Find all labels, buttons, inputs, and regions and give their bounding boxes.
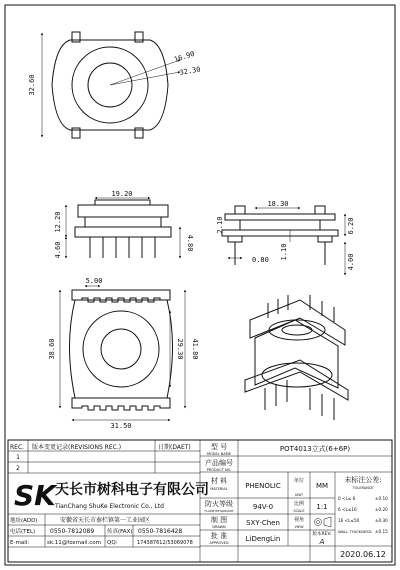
side-body xyxy=(240,220,320,230)
part-value: POT4013立式(6+6P) xyxy=(279,445,351,453)
drawn-value: SXY·Chen xyxy=(246,519,280,527)
side-flange xyxy=(222,230,338,236)
front-flange xyxy=(75,227,171,237)
dim-middle-width: 19.20 xyxy=(111,190,133,198)
dim-side-right-height: 6.20 xyxy=(347,217,355,235)
iso-bottom-flange xyxy=(245,360,348,400)
rev-row-number: 1 xyxy=(16,454,20,461)
tolerance-label-cn: 未标注公差: xyxy=(344,476,382,484)
dim-inner-diameter: 16.90 xyxy=(173,49,196,64)
tol-value: ±0.30 xyxy=(375,518,388,523)
dim-side-diameter: 18.30 xyxy=(267,200,289,208)
approved-label-cn: 批 准 xyxy=(210,532,228,540)
drawn-label-en: DRAWN xyxy=(212,525,226,529)
tol-value: ±0.20 xyxy=(375,507,388,512)
projection-view-icon xyxy=(315,517,332,527)
qq-label: QQ: xyxy=(107,540,118,546)
front-flange-top xyxy=(95,200,150,205)
leader-line xyxy=(110,72,180,85)
qq-value: 174387612/53069078 xyxy=(137,540,193,546)
approved-value: LiDengLin xyxy=(245,535,281,543)
dim-side-top: 2.10 xyxy=(216,216,224,234)
dim-middle-height-left: 12.20 xyxy=(54,211,62,233)
part-label-cn: 型 号 xyxy=(210,443,228,451)
side-notch xyxy=(235,206,245,214)
fax-label: 传真(FAX) xyxy=(107,529,133,535)
dim-top-height: 32.60 xyxy=(28,74,36,96)
logo-text: SK xyxy=(14,479,56,512)
iso-ring xyxy=(262,363,332,387)
flame-label-cn: 防火等级 xyxy=(205,500,233,508)
scale-label-en: SCALE xyxy=(293,509,305,513)
side-foot xyxy=(318,236,332,242)
address-label: 地址(ADD) xyxy=(10,518,38,524)
unit-label-cn: 单位 xyxy=(293,478,305,484)
material-label-cn: 材 料 xyxy=(210,477,228,485)
iso-hole xyxy=(282,325,312,335)
fax-value: 0550-7816428 xyxy=(138,528,183,535)
dim-side-pin-small: 1.10 xyxy=(280,243,288,261)
iso-ring xyxy=(269,320,325,340)
side-flange xyxy=(225,214,335,220)
side-notch xyxy=(315,206,325,214)
drawn-label-cn: 制 图 xyxy=(210,516,228,524)
material-value: PHENOLIC xyxy=(245,482,281,490)
bottom-outer-circle xyxy=(83,311,159,387)
unit-label-en: UNIT xyxy=(294,493,304,497)
scale-value: 1:1 xyxy=(316,503,328,511)
date-label: 日期(DAET) xyxy=(158,444,191,451)
tol-range: 0 <L≤ 6 xyxy=(338,496,356,501)
side-foot xyxy=(228,236,242,242)
bottom-outline xyxy=(70,300,173,398)
dim-middle-pin-left: 4.60 xyxy=(54,241,62,259)
company-logo xyxy=(14,479,58,512)
tol-value: ±0.10 xyxy=(375,496,388,501)
rec-label: REC. xyxy=(10,444,25,451)
tel-label: 电话(TEL) xyxy=(10,529,36,535)
dim-bottom-left: 38.60 xyxy=(48,338,56,360)
tol-range: 6 <L≤16 xyxy=(338,507,357,512)
dim-bottom-top: 5.00 xyxy=(85,277,103,285)
side-view xyxy=(216,200,355,275)
dim-bottom-inner: 29.30 xyxy=(176,338,184,360)
date-value: 2020.06.12 xyxy=(340,550,386,559)
product-label-en: PRODUCT NO. xyxy=(206,468,232,472)
revision-value: A xyxy=(319,538,325,546)
approved-label-en: APPROVED xyxy=(209,541,229,545)
dim-side-pin-right: 4.00 xyxy=(347,253,355,271)
tol-range: WALL THICKNESS: xyxy=(338,529,373,534)
email-value: sk.11@foxmail.com xyxy=(47,540,101,546)
bottom-inner-circle xyxy=(101,329,141,369)
company-name-en: TianChang ShuKe Electronic Co., Ltd xyxy=(55,503,164,510)
tol-range: 16 <L≤50 xyxy=(338,518,360,523)
bottom-view xyxy=(48,277,199,430)
scale-label-cn: 比例 xyxy=(293,501,305,507)
front-flange xyxy=(78,205,168,217)
bottom-bottom-comb xyxy=(72,398,170,410)
company-name-cn: 天长市树科电子有限公司 xyxy=(55,482,209,498)
title-block xyxy=(8,440,392,562)
address-value: 安徽省天长市秦栏镇第一工业园区 xyxy=(60,517,151,524)
iso-top-flange xyxy=(250,300,345,345)
tol-value: ±0.15 xyxy=(375,529,388,534)
view-label-en: VIEW xyxy=(294,525,304,529)
iso-body xyxy=(255,320,338,388)
flame-value: 94V-0 xyxy=(252,503,274,511)
dim-bottom-right: 41.80 xyxy=(191,338,199,360)
isometric-view xyxy=(245,295,348,420)
top-view xyxy=(28,32,201,138)
front-pins xyxy=(90,237,155,258)
flame-label-en: FLAME RETARDANT xyxy=(204,509,234,513)
part-label-en: MODEL NAME xyxy=(207,452,231,456)
front-view xyxy=(54,190,194,258)
dim-side-pin-diameter: 0.80 xyxy=(252,256,269,264)
revision-label-cn: 版本REV. xyxy=(312,532,332,537)
rev-row-number: 2 xyxy=(16,465,20,472)
tolerance-label-en: TOLERANCE xyxy=(352,486,374,490)
iso-top-pins xyxy=(268,295,334,322)
dim-middle-pin-right: 4.80 xyxy=(186,234,194,252)
dim-outer-diameter: 32.30 xyxy=(178,65,202,77)
material-label-en: MATERIAL xyxy=(210,487,228,491)
dim-bottom-width: 31.50 xyxy=(110,422,132,430)
unit-value: MM xyxy=(315,482,329,490)
rev-record-label: 版本变更记录(REVISIONS REC.) xyxy=(32,444,122,451)
product-label-cn: 产品编号 xyxy=(205,459,233,467)
tel-value: 0550-7812089 xyxy=(50,528,95,535)
view-label-cn: 视角 xyxy=(293,517,305,523)
email-label: E-mail: xyxy=(10,540,30,546)
front-body xyxy=(85,217,161,227)
leader-line xyxy=(110,60,180,85)
